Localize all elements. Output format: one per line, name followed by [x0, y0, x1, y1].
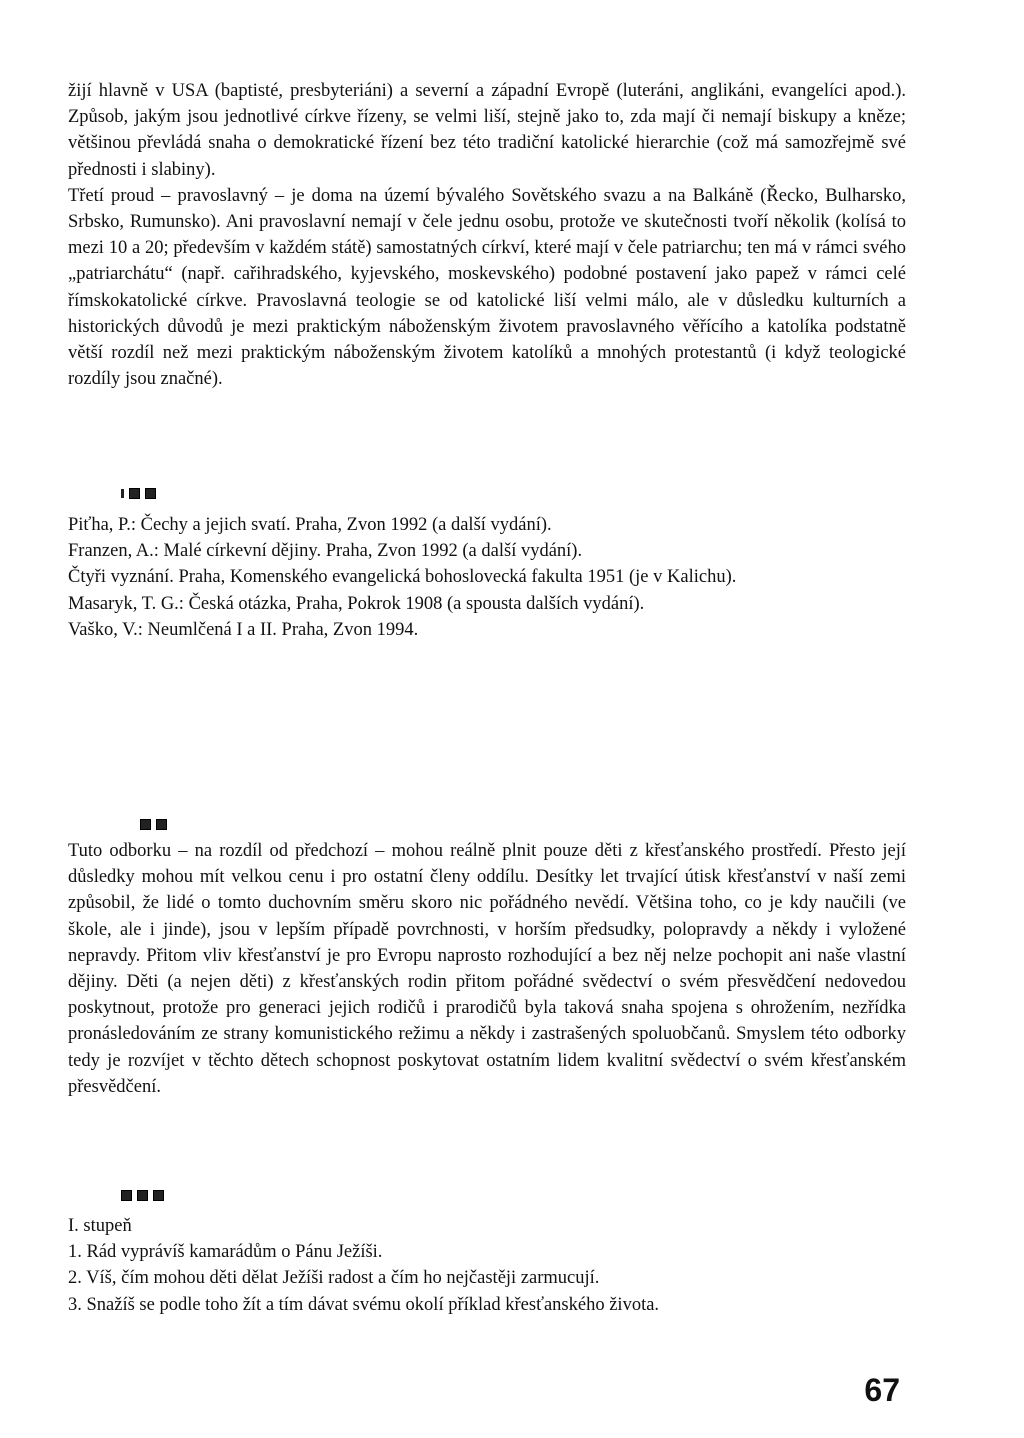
- source-item: Piťha, P.: Čechy a jejich svatí. Praha, Zvon 1992 (a další vydání).: [68, 515, 552, 535]
- three-square-ornament-icon: [121, 1190, 164, 1201]
- source-item: Čtyři vyznání. Praha, Komenského evangelická bohoslovecká fakulta 1951 (je v Kalichu).: [68, 567, 737, 588]
- requirement-item: 1. Rád vyprávíš kamarádům o Pánu Ježíši.: [68, 1242, 383, 1263]
- intro-section: [68, 78, 906, 392]
- requirement-item: 2. Víš, čím mohou děti dělat Ježíši radost a čím ho nejčastěji zarmucují.: [68, 1268, 600, 1289]
- intro-paragraph-1: žijí hlavně v USA (baptisté, presbyteriáni) a severní a západní Evropě (luteráni, anglikáni, evangelíci apod.). Způsob, jakým jsou jednotlivé církve řízeny, se velmi liší, stejně jako to, zda mají či nemají biskupy a kněze; většinou převládá snaha o demokratické řízení bez této tradiční katolické hierarchie (což má samozřejmě své přednosti i slabiny).: [68, 81, 906, 180]
- badge-description-text: Tuto odborku – na rozdíl od předchozí – mohou reálně plnit pouze děti z křesťanského prostředí. Přesto její důsledky mohou mít velkou cenu i pro ostatní členy oddílu. Desítky let trvající útisk křesťanství v naší zemi způsobil, že lidé o tomto duchovním směru skoro nic pořádného nevědí. Většina toho, co je kdy naučili (ve škole, ale i jinde), jsou v lepším případě povrchnosti, v horším předsudky, polopravdy a někdy i vyložené nepravdy. Přitom vliv křesťanství je pro Evropu naprosto rozhodující a bez něj nelze pochopit ani naše vlastní dějiny. Děti (a nejen děti) z křesťanských rodin přitom pořádné svědectví o svém přesvědčení nedovedou poskytnout, protože pro generaci jejich rodičů i prarodičů byla taková snaha spojena s ohrožením, nezřídka pronásledováním ze strany komunistického režimu a někdy i zastrašených spoluobčanů. Smyslem této odborky tedy je rozvíjet v těchto dětech schopnost poskytovat ostatním lidem kvalitní svědectví o svém křesťanském přesvědčení.: [68, 841, 906, 1097]
- two-square-ornament-icon: [140, 819, 167, 830]
- level-heading: I. stupeň: [68, 1216, 132, 1236]
- intro-paragraph-2: Třetí proud – pravoslavný – je doma na území bývalého Sovětského svazu a na Balkáně (Řecko, Bulharsko, Srbsko, Rumunsko). Ani pravoslavní nemají v čele jednu osobu, protože ve skutečnosti tvoří několik (kolísá to mezi 10 a 20; především v každém státě) samostatných církví, které mají v čele patriarchu; ten má v rámci svého „patriarchátu“ (např. cařihradského, kyjevského, moskevského) podobné postavení jako papež v rámci celé římskokatolické církve. Pravoslavná teologie se od katolické liší velmi málo, ale v důsledku kulturních a historických důvodů je mezi praktickým náboženským životem pravoslavného věřícího a katolíka podstatně větší rozdíl než mezi praktickým náboženským životem katolíků a mnohých protestantů (i když teologické rozdíly jsou značné).: [68, 185, 906, 390]
- source-item: Masaryk, T. G.: Česká otázka, Praha, Pokrok 1908 (a spousta dalších vydání).: [68, 593, 645, 614]
- source-item: Vaško, V.: Neumlčená I a II. Praha, Zvon 1994.: [68, 619, 419, 640]
- three-square-ornament-icon: [121, 488, 156, 499]
- sources-list: [68, 512, 906, 643]
- requirement-item: 3. Snažíš se podle toho žít a tím dávat svému okolí příklad křesťanského života.: [68, 1294, 660, 1315]
- level-requirements: [68, 1213, 906, 1318]
- page-number: 67: [864, 1372, 900, 1408]
- badge-description: [68, 838, 906, 1100]
- source-item: Franzen, A.: Malé církevní dějiny. Praha, Zvon 1992 (a další vydání).: [68, 541, 583, 562]
